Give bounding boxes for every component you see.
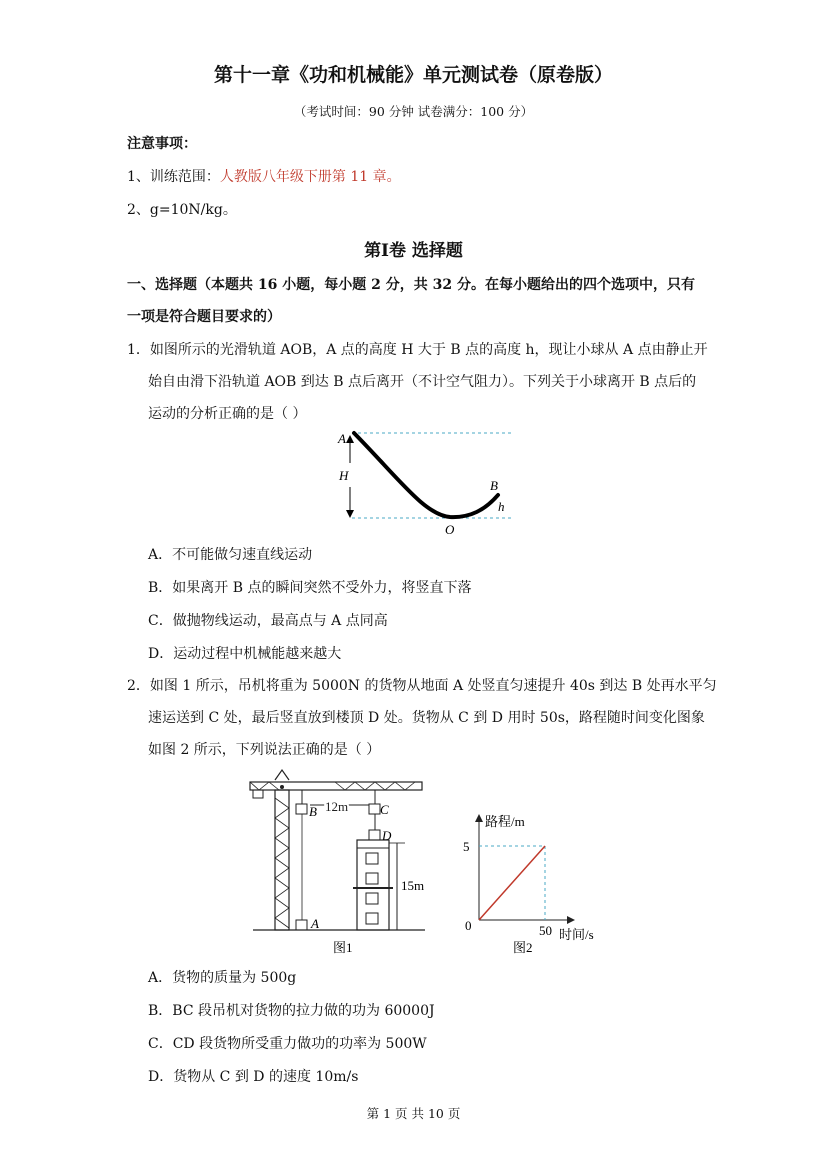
q2-stem-line1: 2．如图 1 所示，吊机将重为 5000N 的货物从地面 A 处竖直匀速提升 40s 到达 B 处再水平匀 bbox=[127, 678, 717, 694]
q1-option-d: D．运动过程中机械能越来越大 bbox=[148, 646, 342, 662]
label-12m: 12m bbox=[325, 799, 349, 814]
q1-stem-line2: 始自由滑下沿轨道 AOB 到达 B 点后离开（不计空气阻力）。下列关于小球离开 B 点后的 bbox=[148, 374, 697, 390]
q1-stem-line3: 运动的分析正确的是（ ） bbox=[148, 406, 307, 422]
arrow-down-icon bbox=[346, 510, 354, 518]
label-A: A bbox=[311, 916, 319, 931]
q1-option-a: A．不可能做匀速直线运动 bbox=[148, 547, 313, 563]
smooth-track bbox=[354, 433, 498, 517]
notes-heading: 注意事项： bbox=[127, 136, 197, 152]
window-4 bbox=[366, 913, 378, 924]
part1-instructions-line2: 一项是符合题目要求的） bbox=[127, 309, 281, 325]
training-range: 人教版八年级下册第 11 章。 bbox=[219, 169, 401, 185]
y-axis-label: 路程/m bbox=[485, 814, 525, 829]
label-H: H bbox=[339, 468, 349, 483]
label-B: B bbox=[309, 804, 317, 819]
cargo-A bbox=[296, 920, 307, 930]
page-title: 第十一章《功和机械能》单元测试卷（原卷版） bbox=[213, 64, 613, 86]
jib-truss bbox=[250, 782, 279, 790]
figure-2-caption: 图2 bbox=[513, 940, 533, 955]
jib-truss-right bbox=[335, 782, 415, 790]
q1-option-b: B．如果离开 B 点的瞬间突然不受外力，将竖直下落 bbox=[148, 580, 472, 596]
x-axis-arrow-icon bbox=[567, 916, 575, 924]
window-3 bbox=[366, 893, 378, 904]
y-axis-arrow-icon bbox=[475, 814, 483, 822]
figure-1-caption: 图1 bbox=[333, 940, 353, 955]
q2-figure-2-graph bbox=[455, 808, 615, 958]
page-footer: 第 1 页 共 10 页 bbox=[366, 1106, 461, 1121]
tower-truss bbox=[275, 798, 289, 928]
x-axis-label: 时间/s bbox=[559, 927, 594, 942]
q2-stem-line2: 速运送到 C 处，最后竖直放到楼顶 D 处。货物从 C 到 D 用时 50s，路程随时间变化图象 bbox=[148, 710, 705, 726]
crane-peak bbox=[275, 770, 289, 780]
crane-tower bbox=[275, 790, 289, 930]
q1-track-figure bbox=[330, 425, 530, 540]
q2-option-c: C．CD 段货物所受重力做功的功率为 500W bbox=[148, 1036, 427, 1052]
q2-option-d: D．货物从 C 到 D 的速度 10m/s bbox=[148, 1069, 359, 1085]
origin-label: 0 bbox=[465, 918, 472, 933]
pivot-dot bbox=[280, 785, 284, 789]
note-item-2: 2、g=10N/kg。 bbox=[127, 202, 237, 218]
arrow-up-icon bbox=[346, 435, 354, 443]
label-15m: 15m bbox=[401, 878, 425, 893]
note-item-1-prefix: 1、训练范围： bbox=[127, 169, 220, 185]
window-1 bbox=[366, 853, 378, 864]
cargo-D bbox=[369, 830, 380, 840]
part1-instructions-line1: 一、选择题（本题共 16 小题，每小题 2 分，共 32 分。在每小题给出的四个选项中，只有 bbox=[127, 277, 695, 293]
q1-stem-line1: 1．如图所示的光滑轨道 AOB，A 点的高度 H 大于 B 点的高度 h，现让小球从 A 点由静止开 bbox=[127, 342, 708, 358]
label-h: h bbox=[498, 499, 505, 514]
q2-option-b: B．BC 段吊机对货物的拉力做的功为 60000J bbox=[148, 1003, 435, 1019]
q2-option-a: A．货物的质量为 500g bbox=[148, 970, 297, 986]
label-C: C bbox=[380, 802, 389, 817]
counterweight bbox=[253, 790, 263, 798]
q1-option-c: C．做抛物线运动，最高点与 A 点同高 bbox=[148, 613, 388, 629]
section-title: 第Ⅰ卷 选择题 bbox=[364, 241, 463, 261]
note-item-1 bbox=[127, 166, 401, 186]
cargo-C bbox=[369, 804, 380, 814]
label-D: D bbox=[382, 828, 392, 843]
label-O: O bbox=[445, 522, 455, 537]
label-B: B bbox=[490, 478, 498, 493]
window-2 bbox=[366, 873, 378, 884]
label-A: A bbox=[338, 431, 346, 446]
q2-stem-line3: 如图 2 所示，下列说法正确的是（ ） bbox=[148, 742, 381, 758]
q2-figure-1-crane bbox=[245, 768, 445, 960]
distance-time-line bbox=[479, 846, 545, 920]
y-tick-5: 5 bbox=[463, 839, 470, 854]
cargo-B bbox=[296, 804, 307, 814]
x-tick-50: 50 bbox=[539, 923, 552, 938]
exam-info: （考试时间：90 分钟 试卷满分：100 分） bbox=[293, 104, 534, 119]
